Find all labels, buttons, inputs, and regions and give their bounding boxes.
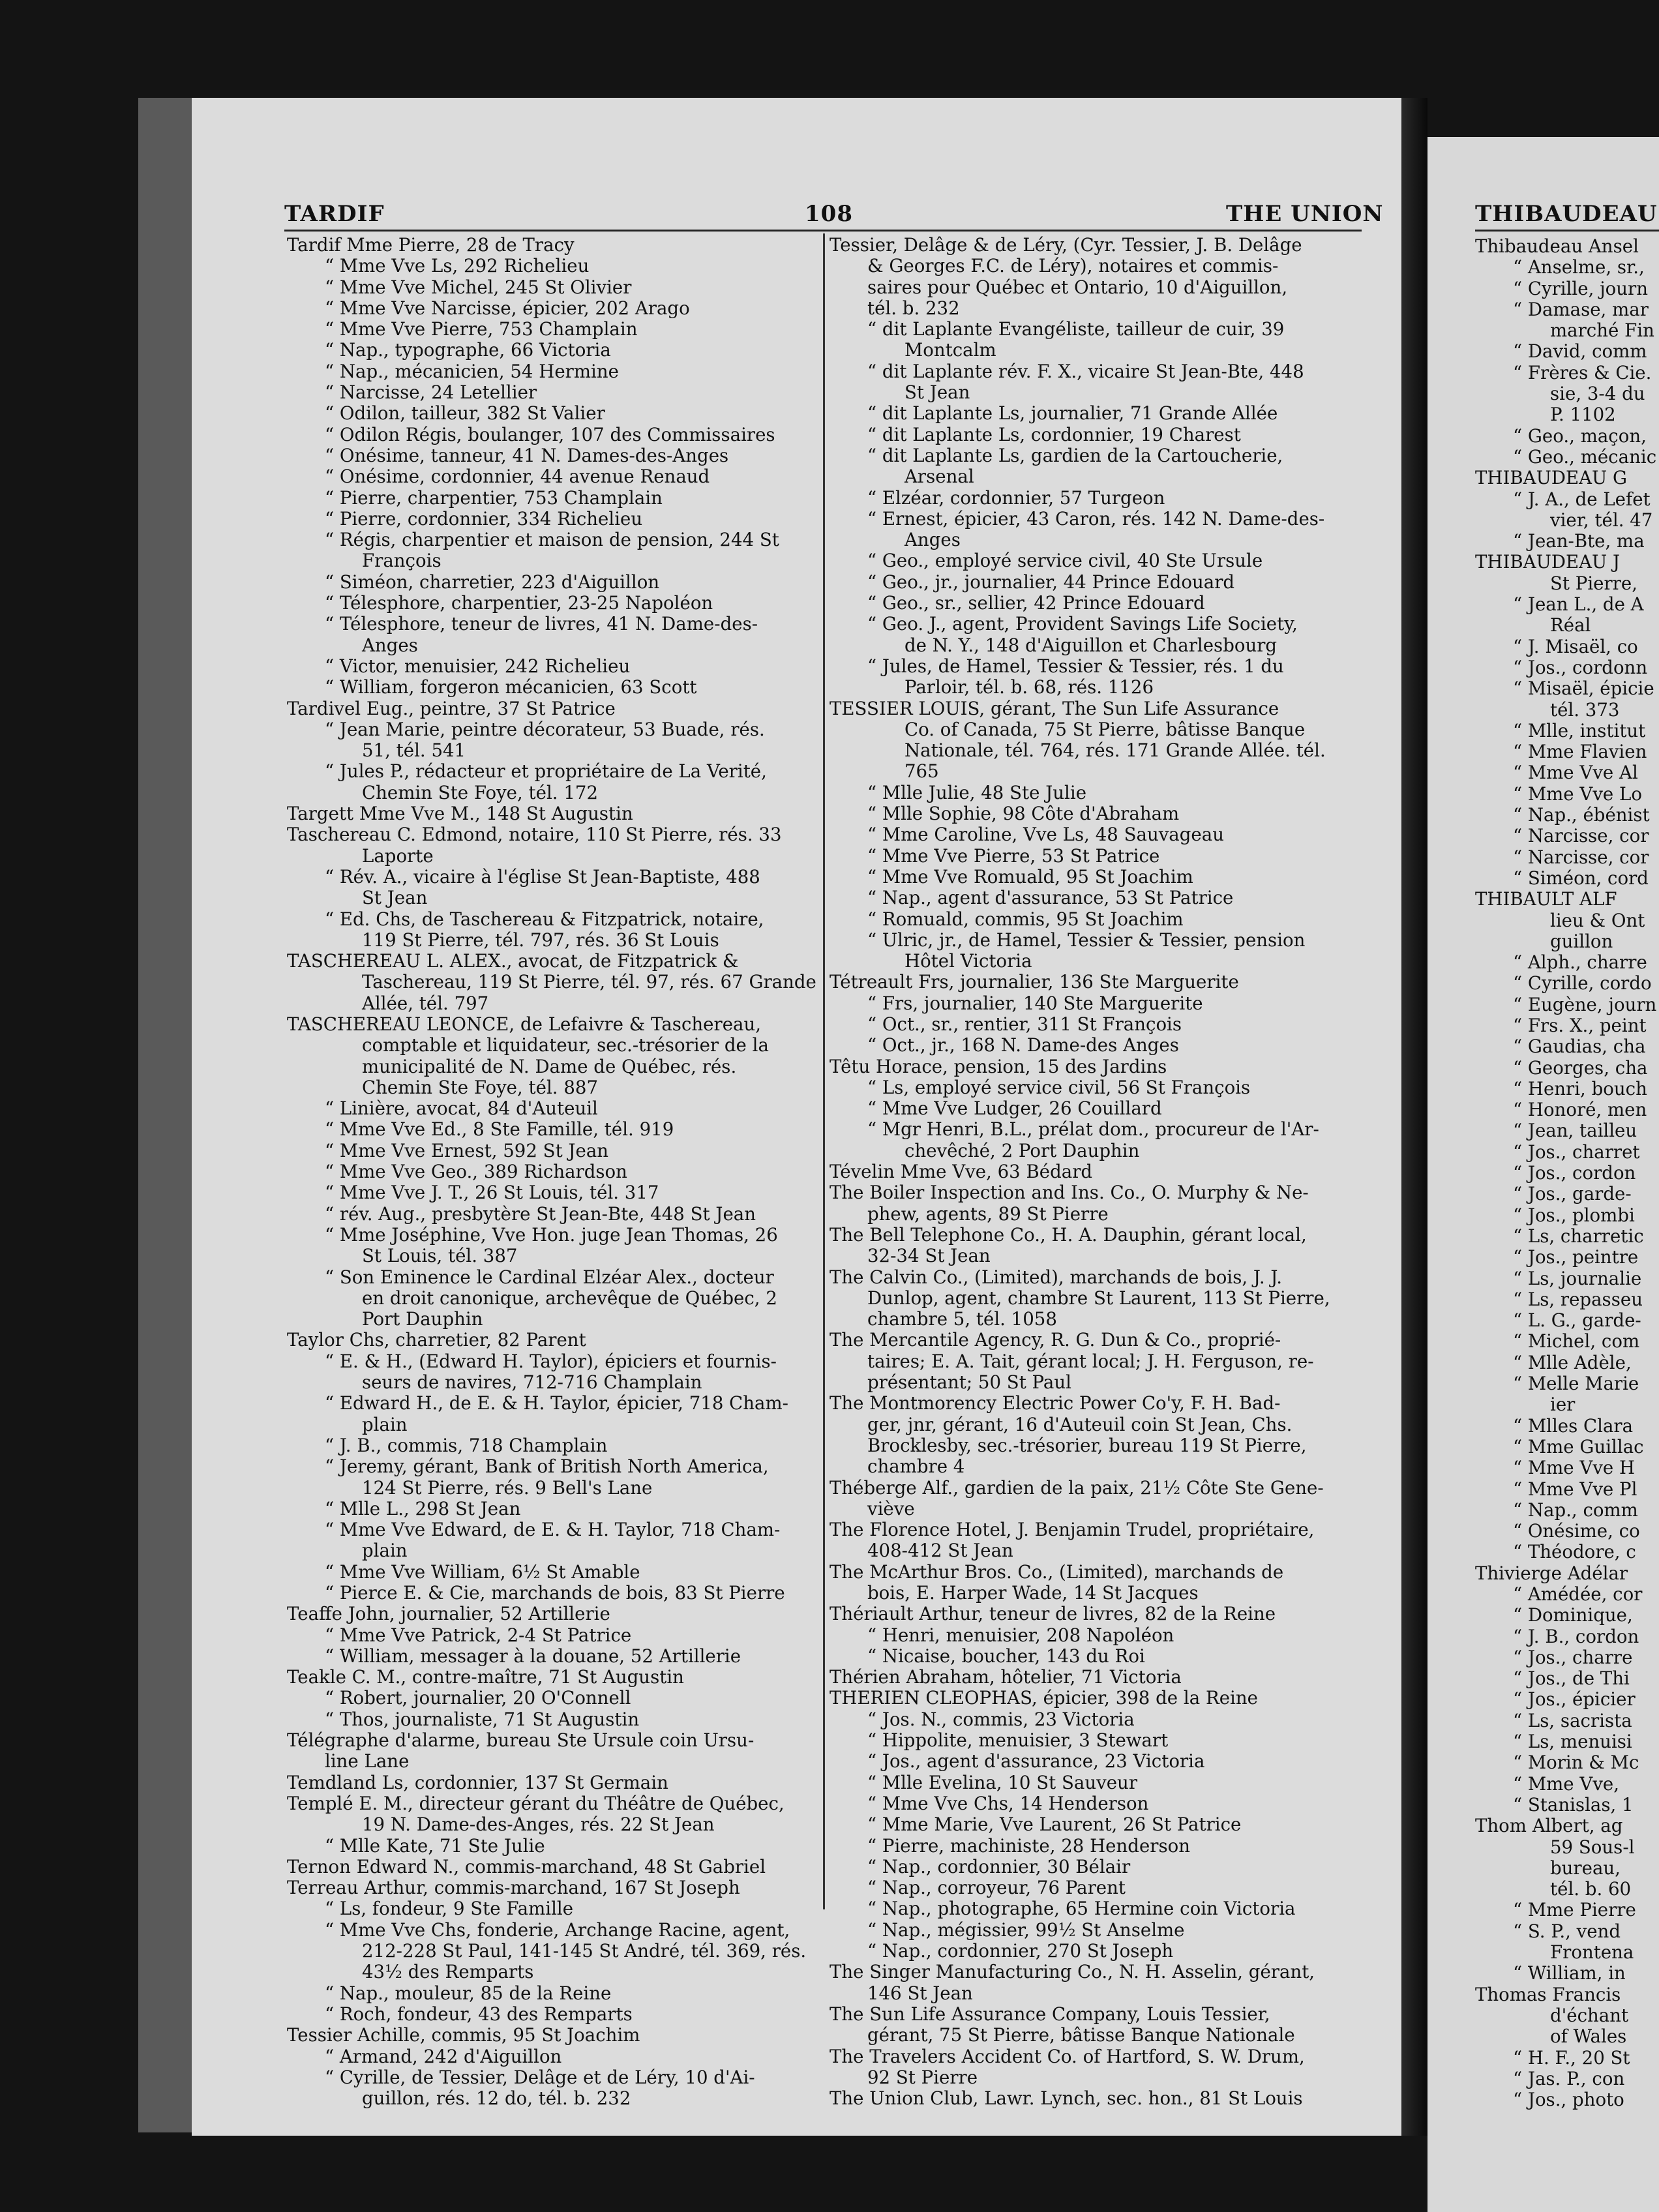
directory-entry: St Pierre,: [1550, 573, 1637, 594]
next-page-column: [1475, 236, 1659, 2110]
directory-entry: Anges: [904, 530, 961, 551]
directory-entry: Thérien Abraham, hôtelier, 71 Victoria: [830, 1667, 1182, 1688]
directory-entry: “ Mme Vve Ed., 8 Ste Famille, tél. 919: [325, 1119, 674, 1141]
directory-entry: Templé E. M., directeur gérant du Théâtre de Québec,: [287, 1793, 785, 1814]
directory-entry: “ Linière, avocat, 84 d'Auteuil: [325, 1098, 598, 1120]
directory-entry: The Union Club, Lawr. Lynch, sec. hon., 81 St Louis: [830, 2088, 1303, 2110]
directory-entry: Thomas Francis: [1475, 1984, 1621, 2005]
directory-entry: St Louis, tél. 387: [362, 1246, 518, 1267]
directory-entry: “ Nap., mécanicien, 54 Hermine: [325, 361, 619, 382]
directory-entry: 19 N. Dame-des-Anges, rés. 22 St Jean: [362, 1814, 715, 1836]
directory-entry: phew, agents, 89 St Pierre: [867, 1203, 1109, 1225]
directory-entry: bois, E. Harper Wade, 14 St Jacques: [867, 1583, 1199, 1604]
directory-entry: comptable et liquidateur, sec.-trésorier de la: [362, 1035, 769, 1056]
directory-entry: The Mercantile Agency, R. G. Dun & Co., proprié-: [830, 1330, 1281, 1351]
directory-entry: Arsenal: [904, 466, 974, 488]
directory-entry: en droit canonique, archevêque de Québec, 2: [362, 1287, 777, 1309]
directory-entry: d'échant: [1550, 2005, 1629, 2026]
directory-entry: “ Mme Vve Narcisse, épicier, 202 Arago: [325, 297, 690, 319]
directory-entry: “ dit Laplante Evangéliste, tailleur de cuir, 39: [867, 319, 1285, 340]
directory-entry: Chemin Ste Foye, tél. 887: [362, 1077, 599, 1098]
directory-entry: & Georges F.C. de Léry), notaires et commis-: [867, 256, 1279, 277]
directory-entry: “ Nap., typographe, 66 Victoria: [325, 340, 611, 361]
directory-entry: Port Dauphin: [362, 1309, 483, 1330]
directory-entry: “ Eugène, journ: [1513, 994, 1657, 1015]
directory-entry: The Travelers Accident Co. of Hartford, S. W. Drum,: [830, 2046, 1305, 2067]
directory-entry: “ Jos., de Thi: [1513, 1668, 1630, 1690]
directory-entry: “ Edward H., de E. & H. Taylor, épicier, 718 Cham-: [325, 1393, 788, 1414]
directory-entry: “ Télesphore, teneur de livres, 41 N. Dame-des-: [325, 614, 758, 635]
directory-entry: “ Régis, charpentier et maison de pension, 244 St: [325, 530, 779, 551]
directory-entry: “ Jos., cordonn: [1513, 657, 1648, 678]
directory-entry: Tétreault Frs, journalier, 136 Ste Marguerite: [830, 972, 1239, 993]
directory-entry: Thériault Arthur, teneur de livres, 82 de la Reine: [830, 1604, 1276, 1625]
directory-entry: plain: [362, 1414, 408, 1435]
directory-entry: The Boiler Inspection and Ins. Co., O. Murphy & Ne-: [830, 1182, 1309, 1204]
column-divider: [823, 233, 825, 1909]
directory-entry: “ Michel, com: [1513, 1331, 1640, 1353]
directory-entry: “ Jos., épicier: [1513, 1689, 1636, 1711]
directory-entry: “ Ls, charretic: [1513, 1225, 1644, 1247]
directory-entry: Théberge Alf., gardien de la paix, 21½ Côte Ste Gene-: [830, 1477, 1324, 1499]
directory-entry: “ dit Laplante rév. F. X., vicaire St Jean-Bte, 448: [867, 361, 1304, 382]
directory-entry: “ Oct., sr., rentier, 311 St François: [867, 1013, 1182, 1035]
right-column: [830, 235, 1361, 2109]
directory-entry: “ Mme Flavien: [1513, 741, 1647, 763]
directory-entry: 212-228 St Paul, 141-145 St André, tél. 369, rés.: [362, 1941, 807, 1962]
directory-entry: “ Frs, journalier, 140 Ste Marguerite: [867, 993, 1203, 1014]
directory-entry: “ Victor, menuisier, 242 Richelieu: [325, 655, 631, 677]
directory-entry: saires pour Québec et Ontario, 10 d'Aiguillon,: [867, 276, 1288, 298]
directory-entry: “ Mlles Clara: [1513, 1415, 1634, 1437]
directory-entry: “ Nap., agent d'assurance, 53 St Patrice: [867, 888, 1234, 909]
directory-entry: “ Geo., maçon,: [1513, 425, 1647, 447]
directory-entry: “ Mme Vve Romuald, 95 St Joachim: [867, 866, 1193, 888]
directory-entry: “ Nap., cordonnier, 270 St Joseph: [867, 1941, 1174, 1962]
directory-entry: Tardif Mme Pierre, 28 de Tracy: [287, 235, 575, 256]
directory-entry: 51, tél. 541: [362, 740, 466, 762]
directory-entry: “ Armand, 242 d'Aiguillon: [325, 2046, 562, 2067]
directory-entry: “ Jean, tailleu: [1513, 1120, 1637, 1142]
directory-entry: présentant; 50 St Paul: [867, 1372, 1071, 1394]
directory-entry: Thom Albert, ag: [1475, 1816, 1623, 1837]
directory-entry: “ Nap., corroyeur, 76 Parent: [867, 1877, 1126, 1899]
directory-entry: “ Hippolite, menuisier, 3 Stewart: [867, 1730, 1169, 1752]
directory-entry: “ Odilon, tailleur, 382 St Valier: [325, 403, 605, 425]
directory-entry: Teakle C. M., contre-maître, 71 St Augustin: [287, 1667, 684, 1688]
directory-entry: de N. Y., 148 d'Aiguillon et Charlesbourg: [904, 635, 1278, 656]
directory-entry: Brocklesby, sec.-trésorier, bureau 119 St Pierre,: [867, 1435, 1307, 1456]
directory-entry: municipalité de N. Dame de Québec, rés.: [362, 1056, 737, 1077]
directory-entry: THIBAUDEAU G: [1475, 468, 1628, 489]
directory-entry: The Florence Hotel, J. Benjamin Trudel, propriétaire,: [830, 1519, 1315, 1541]
directory-entry: “ Morin & Mc: [1513, 1752, 1639, 1774]
directory-entry: “ dit Laplante Ls, journalier, 71 Grande Allée: [867, 403, 1278, 425]
directory-entry: The McArthur Bros. Co., (Limited), marchands de: [830, 1561, 1284, 1583]
directory-entry: “ David, comm: [1513, 341, 1647, 363]
directory-entry: “ dit Laplante Ls, gardien de la Cartoucherie,: [867, 445, 1283, 466]
directory-entry: The Montmorency Electric Power Co'y, F. H. Bad-: [830, 1393, 1281, 1414]
directory-entry: “ Mlle Sophie, 98 Côte d'Abraham: [867, 803, 1180, 825]
directory-entry: “ Mlle Adèle,: [1513, 1352, 1632, 1373]
directory-entry: Hôtel Victoria: [904, 951, 1032, 972]
directory-entry: “ Roch, fondeur, 43 des Remparts: [325, 2003, 633, 2025]
directory-entry: “ Geo., mécanic: [1513, 446, 1657, 468]
directory-entry: “ Son Eminence le Cardinal Elzéar Alex., docteur: [325, 1266, 774, 1288]
directory-entry: Taschereau, 119 St Pierre, tél. 97, rés. 67 Grande: [362, 972, 816, 993]
directory-entry: Tardivel Eug., peintre, 37 St Patrice: [287, 698, 616, 719]
directory-entry: “ Mme Vve Geo., 389 Richardson: [325, 1161, 627, 1183]
directory-entry: “ Ed. Chs, de Taschereau & Fitzpatrick, notaire,: [325, 908, 764, 930]
directory-entry: “ rév. Aug., presbytère St Jean-Bte, 448 St Jean: [325, 1203, 756, 1225]
directory-entry: “ Jos. N., commis, 23 Victoria: [867, 1709, 1135, 1730]
directory-entry: “ Geo. J., agent, Provident Savings Life Society,: [867, 614, 1298, 635]
directory-entry: “ Odilon Régis, boulanger, 107 des Commissaires: [325, 424, 775, 445]
directory-entry: “ J. B., cordon: [1513, 1626, 1639, 1647]
directory-entry: 43½ des Remparts: [362, 1962, 534, 1983]
directory-entry: “ Siméon, charretier, 223 d'Aiguillon: [325, 571, 660, 593]
directory-entry: “ Théodore, c: [1513, 1542, 1636, 1563]
directory-entry: “ Mme Caroline, Vve Ls, 48 Sauvageau: [867, 824, 1224, 846]
page-number: 108: [805, 201, 853, 227]
directory-entry: “ J. B., commis, 718 Champlain: [325, 1435, 608, 1456]
directory-entry: “ Mlle L., 298 St Jean: [325, 1498, 521, 1519]
directory-entry: “ Henri, menuisier, 208 Napoléon: [867, 1624, 1174, 1646]
directory-entry: “ Mme Marie, Vve Laurent, 26 St Patrice: [867, 1814, 1242, 1836]
directory-entry: Chemin Ste Foye, tél. 172: [362, 782, 599, 803]
directory-entry: marché Fin: [1550, 320, 1654, 342]
directory-entry: tél. b. 60: [1550, 1879, 1632, 1900]
directory-entry: Parloir, tél. b. 68, rés. 1126: [904, 677, 1154, 698]
directory-entry: “ Siméon, cord: [1513, 867, 1649, 889]
directory-entry: line Lane: [325, 1751, 410, 1772]
directory-entry: THIBAULT ALF: [1475, 889, 1617, 910]
directory-entry: “ Cyrille, de Tessier, Delâge et de Léry, 10 d'Ai-: [325, 2067, 755, 2088]
directory-entry: “ Henri, bouch: [1513, 1078, 1647, 1099]
directory-entry: Dunlop, agent, chambre St Laurent, 113 St Pierre,: [867, 1287, 1330, 1309]
directory-entry: “ Amédée, cor: [1513, 1584, 1643, 1605]
directory-entry: gérant, 75 St Pierre, bâtisse Banque Nationale: [867, 2025, 1295, 2046]
directory-entry: “ Mlle Kate, 71 Ste Julie: [325, 1835, 545, 1857]
directory-entry: “ Dominique,: [1513, 1605, 1633, 1626]
directory-entry: Ternon Edward N., commis-marchand, 48 St Gabriel: [287, 1856, 766, 1877]
directory-entry: TESSIER LOUIS, gérant, The Sun Life Assurance: [830, 698, 1279, 719]
directory-entry: “ Ls, journalie: [1513, 1268, 1642, 1289]
directory-entry: TASCHEREAU LEONCE, de Lefaivre & Taschereau,: [287, 1013, 762, 1035]
directory-entry: The Sun Life Assurance Company, Louis Tessier,: [830, 2003, 1270, 2025]
directory-entry: “ Ls, sacrista: [1513, 1710, 1632, 1731]
next-page-running-head: THIBAUDEAU: [1475, 201, 1658, 227]
directory-entry: “ Rév. A., vicaire à l'église St Jean-Baptiste, 488: [325, 866, 760, 888]
directory-entry: “ Mme Vve J. T., 26 St Louis, tél. 317: [325, 1182, 659, 1204]
directory-entry: “ Jean-Bte, ma: [1513, 531, 1645, 552]
directory-entry: “ Jos., garde-: [1513, 1184, 1632, 1205]
directory-entry: “ Pierre, charpentier, 753 Champlain: [325, 487, 663, 509]
directory-entry: Thivierge Adélar: [1475, 1562, 1628, 1584]
directory-entry: Tessier, Delâge & de Léry, (Cyr. Tessier, J. B. Delâge: [830, 235, 1302, 256]
directory-entry: “ Jos., charret: [1513, 1141, 1640, 1163]
directory-entry: “ Robert, journalier, 20 O'Connell: [325, 1688, 631, 1709]
directory-entry: “ Nap., comm: [1513, 1499, 1638, 1521]
directory-entry: “ Alph., charre: [1513, 952, 1647, 974]
directory-entry: “ Pierce E. & Cie, marchands de bois, 83 St Pierre: [325, 1583, 785, 1604]
directory-entry: St Jean: [904, 382, 970, 404]
directory-entry: Tessier Achille, commis, 95 St Joachim: [287, 2025, 640, 2046]
directory-entry: “ Mme Vve Al: [1513, 762, 1638, 784]
directory-entry: “ Frs. X., peint: [1513, 1015, 1647, 1036]
directory-entry: “ J. A., de Lefet: [1513, 488, 1651, 510]
directory-entry: “ Mlle, institut: [1513, 720, 1646, 741]
directory-entry: “ Mme Vve Patrick, 2-4 St Patrice: [325, 1624, 632, 1646]
directory-entry: “ Nap., mégissier, 99½ St Anselme: [867, 1919, 1185, 1941]
directory-entry: ger, jnr, gérant, 16 d'Auteuil coin St Jean, Chs.: [867, 1414, 1293, 1435]
directory-entry: Laporte: [362, 845, 434, 867]
directory-entry: “ Jos., cordon: [1513, 1163, 1636, 1184]
directory-entry: 146 St Jean: [867, 1982, 973, 2004]
directory-entry: 124 St Pierre, rés. 9 Bell's Lane: [362, 1477, 653, 1499]
directory-entry: bureau,: [1550, 1857, 1621, 1879]
directory-entry: Réal: [1550, 615, 1591, 636]
directory-entry: “ Jos., peintre: [1513, 1247, 1639, 1268]
directory-entry: “ Nap., ébénist: [1513, 805, 1650, 826]
directory-entry: “ L. G., garde-: [1513, 1310, 1641, 1332]
directory-entry: “ Mme Vve Pierre, 753 Champlain: [325, 319, 638, 340]
directory-entry: 59 Sous-l: [1550, 1836, 1635, 1858]
directory-entry: Terreau Arthur, commis-marchand, 167 St Joseph: [287, 1877, 740, 1899]
directory-entry: “ Mlle Evelina, 10 St Sauveur: [867, 1772, 1138, 1793]
directory-entry: lieu & Ont: [1550, 910, 1645, 931]
directory-entry: “ Narcisse, 24 Letellier: [325, 382, 537, 404]
directory-entry: “ Pierre, machiniste, 28 Henderson: [867, 1835, 1191, 1857]
directory-entry: “ Jules P., rédacteur et propriétaire de La Verité,: [325, 761, 767, 783]
directory-entry: “ Mme Vve William, 6½ St Amable: [325, 1561, 640, 1583]
directory-entry: François: [362, 550, 441, 572]
directory-entry: Tévelin Mme Vve, 63 Bédard: [830, 1161, 1093, 1183]
directory-entry: “ Oct., jr., 168 N. Dame-des Anges: [867, 1035, 1179, 1056]
directory-entry: “ Onésime, cordonnier, 44 avenue Renaud: [325, 466, 710, 488]
directory-entry: “ Ls, menuisi: [1513, 1731, 1632, 1753]
directory-entry: “ Cyrille, cordo: [1513, 973, 1652, 994]
directory-entry: “ Télesphore, charpentier, 23-25 Napoléon: [325, 593, 713, 614]
directory-entry: “ Honoré, men: [1513, 1099, 1647, 1121]
directory-entry: “ H. F., 20 St: [1513, 2047, 1630, 2069]
directory-entry: “ Jas. P., con: [1513, 2068, 1625, 2089]
directory-entry: “ Mme Vve Edward, de E. & H. Taylor, 718 Cham-: [325, 1519, 781, 1541]
directory-entry: “ Ls, employé service civil, 56 St François: [867, 1077, 1251, 1098]
directory-entry: of Wales: [1550, 2026, 1627, 2048]
directory-entry: The Bell Telephone Co., H. A. Dauphin, gérant local,: [830, 1224, 1307, 1246]
directory-entry: Montcalm: [904, 340, 996, 361]
directory-entry: plain: [362, 1540, 408, 1562]
directory-entry: St Jean: [362, 888, 428, 909]
directory-entry: Temdland Ls, cordonnier, 137 St Germain: [287, 1772, 668, 1793]
directory-entry: 408-412 St Jean: [867, 1540, 1013, 1562]
directory-entry: sie, 3-4 du: [1550, 383, 1645, 405]
directory-entry: Nationale, tél. 764, rés. 171 Grande Allée. tél.: [904, 740, 1326, 762]
directory-entry: Thibaudeau Ansel: [1475, 236, 1639, 257]
directory-entry: “ Ls, repasseu: [1513, 1289, 1643, 1310]
directory-entry: “ Mme Joséphine, Vve Hon. juge Jean Thomas, 26: [325, 1224, 778, 1246]
directory-entry: “ William, messager à la douane, 52 Artillerie: [325, 1645, 741, 1667]
directory-entry: “ Thos, journaliste, 71 St Augustin: [325, 1709, 640, 1730]
directory-entry: guillon: [1550, 931, 1613, 952]
directory-entry: tél. 373: [1550, 699, 1620, 721]
left-column: [287, 235, 816, 2109]
directory-entry: “ dit Laplante Ls, cordonnier, 19 Charest: [867, 424, 1241, 445]
directory-entry: chambre 4: [867, 1456, 965, 1478]
directory-entry: 32-34 St Jean: [867, 1246, 991, 1267]
directory-entry: 119 St Pierre, tél. 797, rés. 36 St Louis: [362, 929, 719, 951]
directory-entry: “ J. Misaël, co: [1513, 636, 1638, 657]
directory-entry: The Calvin Co., (Limited), marchands de bois, J. J.: [830, 1266, 1283, 1288]
directory-entry: chevêché, 2 Port Dauphin: [904, 1140, 1140, 1161]
directory-entry: “ Geo., sr., sellier, 42 Prince Edouard: [867, 593, 1205, 614]
directory-entry: tél. b. 232: [867, 297, 960, 319]
directory-entry: “ Mme Vve Ls, 292 Richelieu: [325, 256, 590, 277]
directory-entry: Télégraphe d'alarme, bureau Ste Ursule coin Ursu-: [287, 1730, 755, 1752]
directory-entry: taires; E. A. Tait, gérant local; J. H. Ferguson, re-: [867, 1351, 1314, 1372]
directory-entry: “ Mme Vve Lo: [1513, 783, 1642, 805]
directory-entry: “ Mme Vve Ludger, 26 Couillard: [867, 1098, 1162, 1120]
directory-entry: Anges: [362, 635, 418, 656]
directory-entry: “ Mme Vve Chs, 14 Henderson: [867, 1793, 1149, 1814]
directory-entry: “ Romuald, commis, 95 St Joachim: [867, 908, 1184, 930]
directory-entry: “ Nap., photographe, 65 Hermine coin Victoria: [867, 1898, 1296, 1920]
directory-entry: Têtu Horace, pension, 15 des Jardins: [830, 1056, 1167, 1077]
running-head-left: TARDIF: [284, 201, 385, 227]
directory-entry: “ Pierre, cordonnier, 334 Richelieu: [325, 508, 643, 530]
directory-entry: “ Ls, fondeur, 9 Ste Famille: [325, 1898, 574, 1920]
directory-entry: “ Damase, mar: [1513, 299, 1649, 320]
directory-entry: “ Nicaise, boucher, 143 du Roi: [867, 1645, 1145, 1667]
directory-entry: “ Misaël, épicie: [1513, 678, 1654, 700]
directory-entry: “ William, forgeron mécanicien, 63 Scott: [325, 677, 697, 698]
directory-entry: Targett Mme Vve M., 148 St Augustin: [287, 803, 633, 825]
directory-entry: “ Mlle Julie, 48 Ste Julie: [867, 782, 1087, 803]
directory-entry: “ Melle Marie: [1513, 1373, 1639, 1395]
directory-entry: “ Narcisse, cor: [1513, 826, 1649, 847]
directory-entry: “ Cyrille, journ: [1513, 278, 1649, 299]
directory-entry: “ Mme Vve H: [1513, 1457, 1636, 1479]
directory-entry: 765: [904, 761, 939, 783]
directory-entry: “ Jos., charre: [1513, 1647, 1633, 1668]
directory-entry: “ Onésime, co: [1513, 1521, 1640, 1542]
directory-entry: “ Mme Vve Michel, 245 St Olivier: [325, 276, 632, 298]
directory-entry: “ Anselme, sr.,: [1513, 257, 1645, 278]
directory-entry: “ Mme Vve Chs, fonderie, Archange Racine, agent,: [325, 1919, 790, 1941]
directory-entry: Teaffe John, journalier, 52 Artillerie: [287, 1604, 610, 1625]
directory-entry: “ Jeremy, gérant, Bank of British North America,: [325, 1456, 769, 1478]
directory-entry: “ Frères & Cie.: [1513, 362, 1652, 383]
directory-entry: “ Geo., jr., journalier, 44 Prince Edouard: [867, 571, 1235, 593]
directory-entry: “ E. & H., (Edward H. Taylor), épiciers et fournis-: [325, 1351, 777, 1372]
book-gutter: [1401, 98, 1427, 2136]
directory-entry: chambre 5, tél. 1058: [867, 1309, 1057, 1330]
directory-entry: Taylor Chs, charretier, 82 Parent: [287, 1330, 586, 1351]
directory-entry: THIBAUDEAU J: [1475, 552, 1621, 573]
directory-entry: “ Georges, cha: [1513, 1057, 1648, 1079]
directory-entry: TASCHEREAU L. ALEX., avocat, de Fitzpatrick &: [287, 951, 739, 972]
directory-entry: “ S. P., vend: [1513, 1921, 1621, 1942]
directory-entry: “ Mme Vve Pierre, 53 St Patrice: [867, 845, 1160, 867]
directory-entry: guillon, rés. 12 do, tél. b. 232: [362, 2088, 631, 2110]
directory-entry: “ Narcisse, cor: [1513, 846, 1649, 868]
directory-entry: “ Stanislas, 1: [1513, 1794, 1634, 1816]
directory-entry: “ Jos., agent d'assurance, 23 Victoria: [867, 1751, 1205, 1772]
running-head-right: THE UNION: [1226, 201, 1384, 227]
directory-entry: viève: [867, 1498, 915, 1519]
next-page-header-rule: [1475, 230, 1659, 232]
directory-entry: “ Mme Vve Ernest, 592 St Jean: [325, 1140, 609, 1161]
directory-entry: “ Jean Marie, peintre décorateur, 53 Buade, rés.: [325, 719, 765, 740]
directory-entry: “ Gaudias, cha: [1513, 1036, 1646, 1058]
directory-entry: ier: [1550, 1394, 1576, 1416]
directory-entry: 92 St Pierre: [867, 2067, 978, 2088]
book-edge: [138, 98, 192, 2132]
directory-entry: “ William, in: [1513, 1963, 1626, 1984]
directory-entry: “ Ernest, épicier, 43 Caron, rés. 142 N. Dame-des-: [867, 508, 1325, 530]
directory-entry: “ Mme Vve Pl: [1513, 1478, 1637, 1500]
directory-entry: “ Jos., plombi: [1513, 1204, 1635, 1226]
directory-entry: Frontena: [1550, 1942, 1634, 1964]
directory-entry: “ Onésime, tanneur, 41 N. Dames-des-Anges: [325, 445, 729, 466]
directory-entry: Co. of Canada, 75 St Pierre, bâtisse Banque: [904, 719, 1306, 740]
directory-entry: “ Elzéar, cordonnier, 57 Turgeon: [867, 487, 1165, 509]
directory-entry: P. 1102: [1550, 404, 1616, 426]
directory-entry: seurs de navires, 712-716 Champlain: [362, 1372, 702, 1394]
directory-entry: “ Nap., cordonnier, 30 Bélair: [867, 1856, 1131, 1877]
directory-entry: THERIEN CLEOPHAS, épicier, 398 de la Reine: [830, 1688, 1258, 1709]
directory-entry: “ Mme Guillac: [1513, 1436, 1644, 1457]
directory-entry: “ Mme Pierre: [1513, 1900, 1636, 1921]
directory-entry: “ Mgr Henri, B.L., prélat dom., procureur de l'Ar-: [867, 1119, 1319, 1141]
directory-entry: vier, tél. 47: [1550, 509, 1653, 531]
directory-entry: “ Jos., photo: [1513, 2089, 1624, 2111]
directory-entry: “ Mme Vve,: [1513, 1773, 1620, 1795]
directory-entry: Taschereau C. Edmond, notaire, 110 St Pierre, rés. 33: [287, 824, 782, 846]
directory-entry: “ Ulric, jr., de Hamel, Tessier & Tessier, pension: [867, 929, 1306, 951]
directory-entry: Allée, tél. 797: [362, 993, 489, 1014]
directory-entry: “ Jean L., de A: [1513, 594, 1644, 616]
directory-entry: “ Jules, de Hamel, Tessier & Tessier, rés. 1 du: [867, 655, 1284, 677]
directory-entry: The Singer Manufacturing Co., N. H. Asselin, gérant,: [830, 1962, 1315, 1983]
directory-entry: “ Geo., employé service civil, 40 Ste Ursule: [867, 550, 1263, 572]
directory-entry: “ Nap., mouleur, 85 de la Reine: [325, 1982, 612, 2004]
header-rule: [284, 230, 1362, 232]
